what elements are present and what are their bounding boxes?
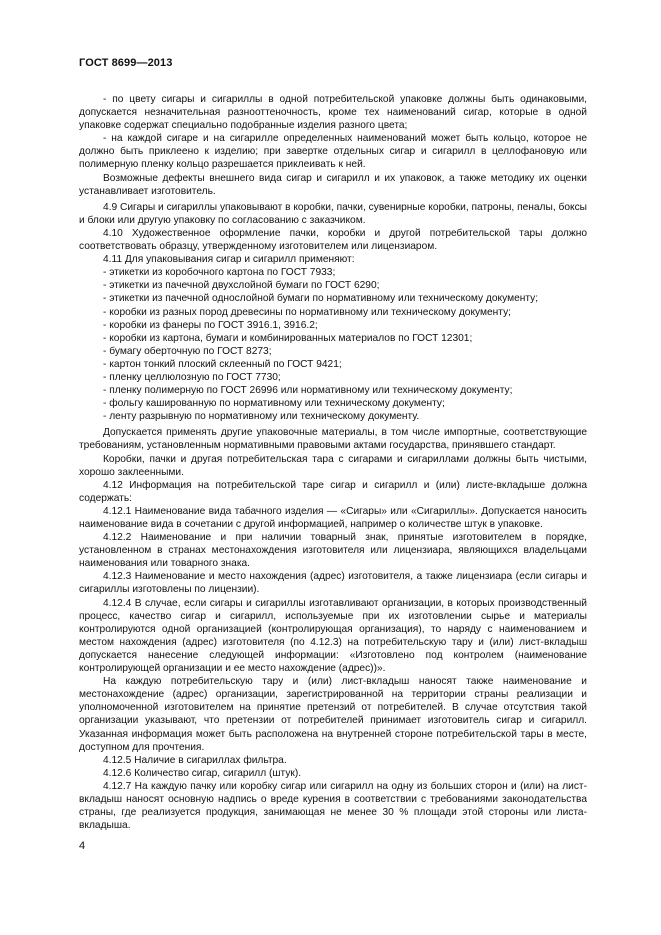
list-item: - пленку целлюлозную по ГОСТ 7730; [103,371,281,383]
list-item: - коробки из разных пород древесины по нормативному или техническому документу; [103,306,512,318]
paragraph: 4.12.1 Наименование вида табачного изделия — «Сигары» или «Сигариллы». Допускается наносить наименование вида в сочетании с другой информацией, например о количестве штук в упаковке. [79,505,587,530]
list-item: - коробки из фанеры по ГОСТ 3916.1, 3916.2; [103,319,318,331]
paragraph: 4.10 Художественное оформление пачки, коробки и другой потребительской тары должно соответствовать образцу, утвержденному изготовителем или лицензиаром. [79,227,587,253]
list-item: - коробки из картона, бумаги и комбинированных материалов по ГОСТ 12301; [103,332,473,344]
list-item: - ленту разрывную по нормативному или техническому документу. [103,411,420,423]
paragraph: - по цвету сигары и сигариллы в одной потребительской упаковке должны быть одинаковыми, допускается незначительная разнооттеночность, кроме тех наименований сигар, которые в одной упаковке содержат специально подобранные изделия разного цвета; [79,94,587,132]
paragraph: 4.12.2 Наименование и при наличии товарный знак, принятые изготовителем в порядке, установленном в странах местонахождения изготовителя или лицензиара, являющихся владельцами наименования или товарного знака. [79,532,587,570]
paragraph: Коробки, пачки и другая потребительская тара с сигарами и сигариллами должны быть чистыми, хорошо заклеенными. [79,453,587,478]
list-item: - картон тонкий плоский склеенный по ГОСТ 9421; [103,358,342,370]
paragraph: 4.12.7 На каждую пачку или коробку сигар или сигарилл на одну из больших сторон и (или) на лист-вкладыш наносят основную надпись о вреде курения в соответствии с требованиями законодательства страны, где реализуется продукция, занимающая не менее 30 % площади этой стороны или листа-вкладыша. [79,780,587,832]
document-header: ГОСТ 8699—2013 [79,57,173,69]
list-item: - бумагу оберточную по ГОСТ 8273; [103,345,272,357]
page-number: 4 [79,840,86,852]
paragraph: 4.12.4 В случае, если сигары и сигариллы изготавливают организации, в которых производственный процесс, качество сигар и сигарилл, используемые при их изготовлении сырье и материалы контролируются одной организацией (контролирующая организация), то наряду с наименованием и местом нахождения (адрес) изготовителя (по 4.12.3) на потребительскую тару и (или) лист-вкладыш допускается нанесение следующей информации: «Изготовлено под контролем (наименование контролирующей организации и ее место нахождение (адрес))». [79,597,587,675]
paragraph: Возможные дефекты внешнего вида сигар и сигарилл и их упаковок, а также методику их оценки устанавливает изготовитель. [79,172,587,197]
list-item: - пленку полимерную по ГОСТ 26996 или нормативному или техническому документу; [103,385,513,397]
paragraph: Допускается применять другие упаковочные материалы, в том числе импортные, соответствующие требованиям, установленным нормативными правовыми актами государства, принявшего стандарт. [79,427,587,452]
document-body [79,93,587,832]
paragraph: - на каждой сигаре и на сигарилле определенных наименований может быть кольцо, которое не должно быть приклеено к изделию; при завертке отдельных сигар и сигарилл в целлофановую или полимерную пленку кольцо разрешается приклеивать к ней. [79,133,587,171]
paragraph: 4.12.3 Наименование и место нахождения (адрес) изготовителя, а также лицензиара (если сигары и сигариллы изготовлены по лицензии). [79,571,587,596]
paragraph: 4.12.6 Количество сигар, сигарилл (штук). [103,767,302,779]
paragraph: На каждую потребительскую тару и (или) лист-вкладыш наносят также наименование и местонахождение (адрес) организации, зарегистрированной на территории страны реализации и уполномоченной изготовителем на принятие претензий от потребителей. В случае отсутствия такой организации указывают, что претензии от потребителей принимает изготовитель сигар и сигарилл. Указанная информация может быть расположена на внутренней стороне потребительской тары в месте, доступном для прочтения. [79,676,587,753]
list-item: - этикетки из пачечной однослойной бумаги по нормативному или техническому документу; [103,293,539,305]
paragraph: 4.11 Для упаковывания сигар и сигарилл применяют: [103,254,355,266]
list-item: - этикетки из коробочного картона по ГОСТ 7933; [103,267,336,279]
list-item: - этикетки из пачечной двухслойной бумаги по ГОСТ 6290; [103,280,380,292]
paragraph: 4.12 Информация на потребительской таре сигар и сигарилл и (или) листе-вкладыше должна содержать: [79,479,587,504]
paragraph: 4.12.5 Наличие в сигариллах фильтра. [103,754,287,766]
list-item: - фольгу кашированную по нормативному или техническому документу; [103,398,445,410]
paragraph: 4.9 Сигары и сигариллы упаковывают в коробки, пачки, сувенирные коробки, патроны, пеналы, боксы и блоки или другую упаковку по согласованию с заказчиком. [79,201,587,226]
